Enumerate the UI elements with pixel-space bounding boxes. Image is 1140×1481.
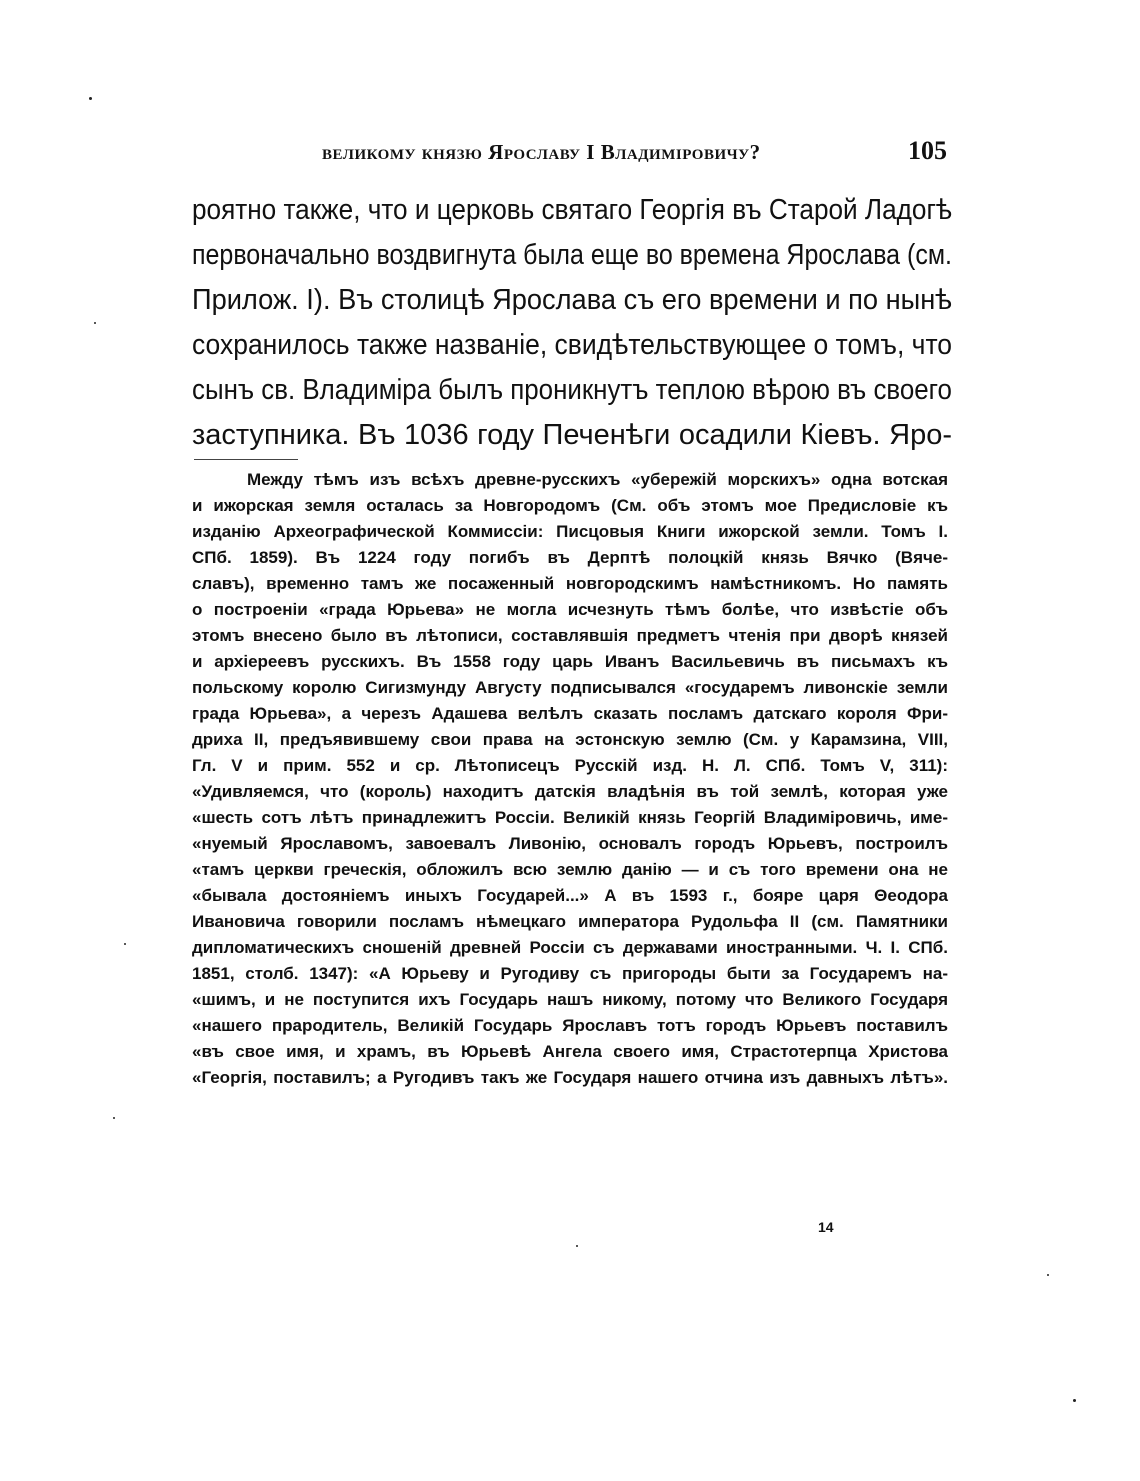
main-text-line: заступника. Въ 1036 году Печенѣги осадили Кіевъ. Яро- (192, 419, 952, 451)
footnote-line: «бывала достояніемъ иныхъ Государей...» А въ 1593 г., бояре царя Θеодора (192, 886, 948, 905)
scan-speck (89, 97, 92, 100)
main-text-line: сынъ св. Владиміра былъ проникнутъ теплою вѣрою въ своего (192, 374, 952, 406)
signature-mark: 14 (818, 1219, 834, 1235)
footnote-line: «нашего прародитель, Великій Государь Ярославъ тотъ городъ Юрьевъ поставилъ (192, 1016, 948, 1035)
footnote-line: польскому королю Сигизмунду Августу подписывался «государемъ ливонскіе земли (192, 678, 948, 697)
scan-speck (1047, 1274, 1049, 1276)
footnote-line: славъ), временно тамъ же посаженный новгородскимъ намѣстникомъ. Но память (192, 574, 948, 593)
footnote-line: «тамъ церкви греческія, обложилъ всю землю данію — и съ того времени она не (192, 860, 948, 879)
main-text-line: первоначально воздвигнута была еще во времена Ярослава (см. (192, 239, 952, 271)
footnote-divider (194, 459, 298, 460)
page-number: 105 (908, 136, 947, 165)
footnote-line: и архіереевъ русскихъ. Въ 1558 году царь Иванъ Васильевичь въ письмахъ къ (192, 652, 948, 671)
footnote-block (192, 467, 948, 1091)
footnote-line: о построеніи «града Юрьева» не могла исчезнуть тѣмъ болѣе, что извѣстіе объ (192, 600, 948, 619)
footnote-line: «шимъ, и не поступится ихъ Государь нашъ никому, потому что Великого Государя (192, 990, 948, 1009)
footnote-line: Гл. V и прим. 552 и ср. Лѣтописецъ Русскій изд. Н. Л. СПб. Томъ V, 311): (192, 756, 948, 775)
footnote-line: «Удивляемся, что (король) находитъ датскія владѣнія въ той землѣ, которая уже (192, 782, 948, 801)
footnote-line: изданію Археографической Коммиссіи: Писцовыя Книги ижорской земли. Томъ I. (192, 522, 948, 541)
footnote-line: Между тѣмъ изъ всѣхъ древне-русскихъ «убережій морскихъ» одна вотская (247, 470, 948, 489)
footnote-line: «шесть сотъ лѣтъ принадлежитъ Россіи. Великій князь Георгій Владиміровичь, име- (192, 808, 948, 827)
scan-speck (576, 1245, 578, 1247)
scan-speck (124, 943, 126, 945)
running-title: великому князю Ярославу I Владиміровичу? (322, 140, 761, 164)
main-text-line: роятно также, что и церковь святаго Георгія въ Старой Ладогѣ (192, 194, 953, 226)
footnote-line: СПб. 1859). Въ 1224 году погибъ въ Дерптѣ полоцкій князь Вячко (Вяче- (192, 548, 948, 567)
footnote-line: дипломатическихъ сношеній древней Россіи съ державами иностранными. Ч. I. СПб. (192, 938, 948, 957)
main-text-line: Прилож. I). Въ столицѣ Ярослава съ его времени и по нынѣ (192, 284, 952, 316)
footnote-line: «Георгія, поставилъ; а Ругодивъ такъ же Государя нашего отчина изъ давныхъ лѣтъ». (192, 1068, 948, 1087)
footnote-line: Ивановича говорили посламъ нѣмецкаго императора Рудольфа II (см. Памятники (192, 912, 948, 931)
main-text-line: сохранилось также названіе, свидѣтельствующее о томъ, что (192, 329, 953, 361)
main-text-block (192, 188, 952, 458)
scan-speck (113, 1117, 115, 1119)
footnote-line: «въ свое имя, и храмъ, въ Юрьевѣ Ангела своего имя, Страстотерпца Христова (192, 1042, 948, 1061)
footnote-line: и ижорская земля осталась за Новгородомъ (См. объ этомъ мое Предисловіе къ (192, 496, 948, 515)
running-head (322, 136, 947, 170)
scan-speck (94, 322, 96, 324)
footnote-line: этомъ внесено было въ лѣтописи, составлявшія предметъ чтенія при дворѣ князей (192, 626, 948, 645)
footnote-line: града Юрьева», а черезъ Адашева велѣлъ сказать посламъ датскаго короля Фри- (192, 704, 948, 723)
footnote-line: 1851, столб. 1347): «А Юрьеву и Ругодиву съ пригороды быти за Государемъ на- (192, 964, 948, 983)
footnote-line: дриха II, предъявившему свои права на эстонскую землю (См. у Карамзина, VIII, (192, 730, 948, 749)
scan-speck (1073, 1399, 1076, 1402)
footnote-line: «нуемый Ярославомъ, завоевалъ Ливонію, основалъ городъ Юрьевъ, построилъ (192, 834, 948, 853)
